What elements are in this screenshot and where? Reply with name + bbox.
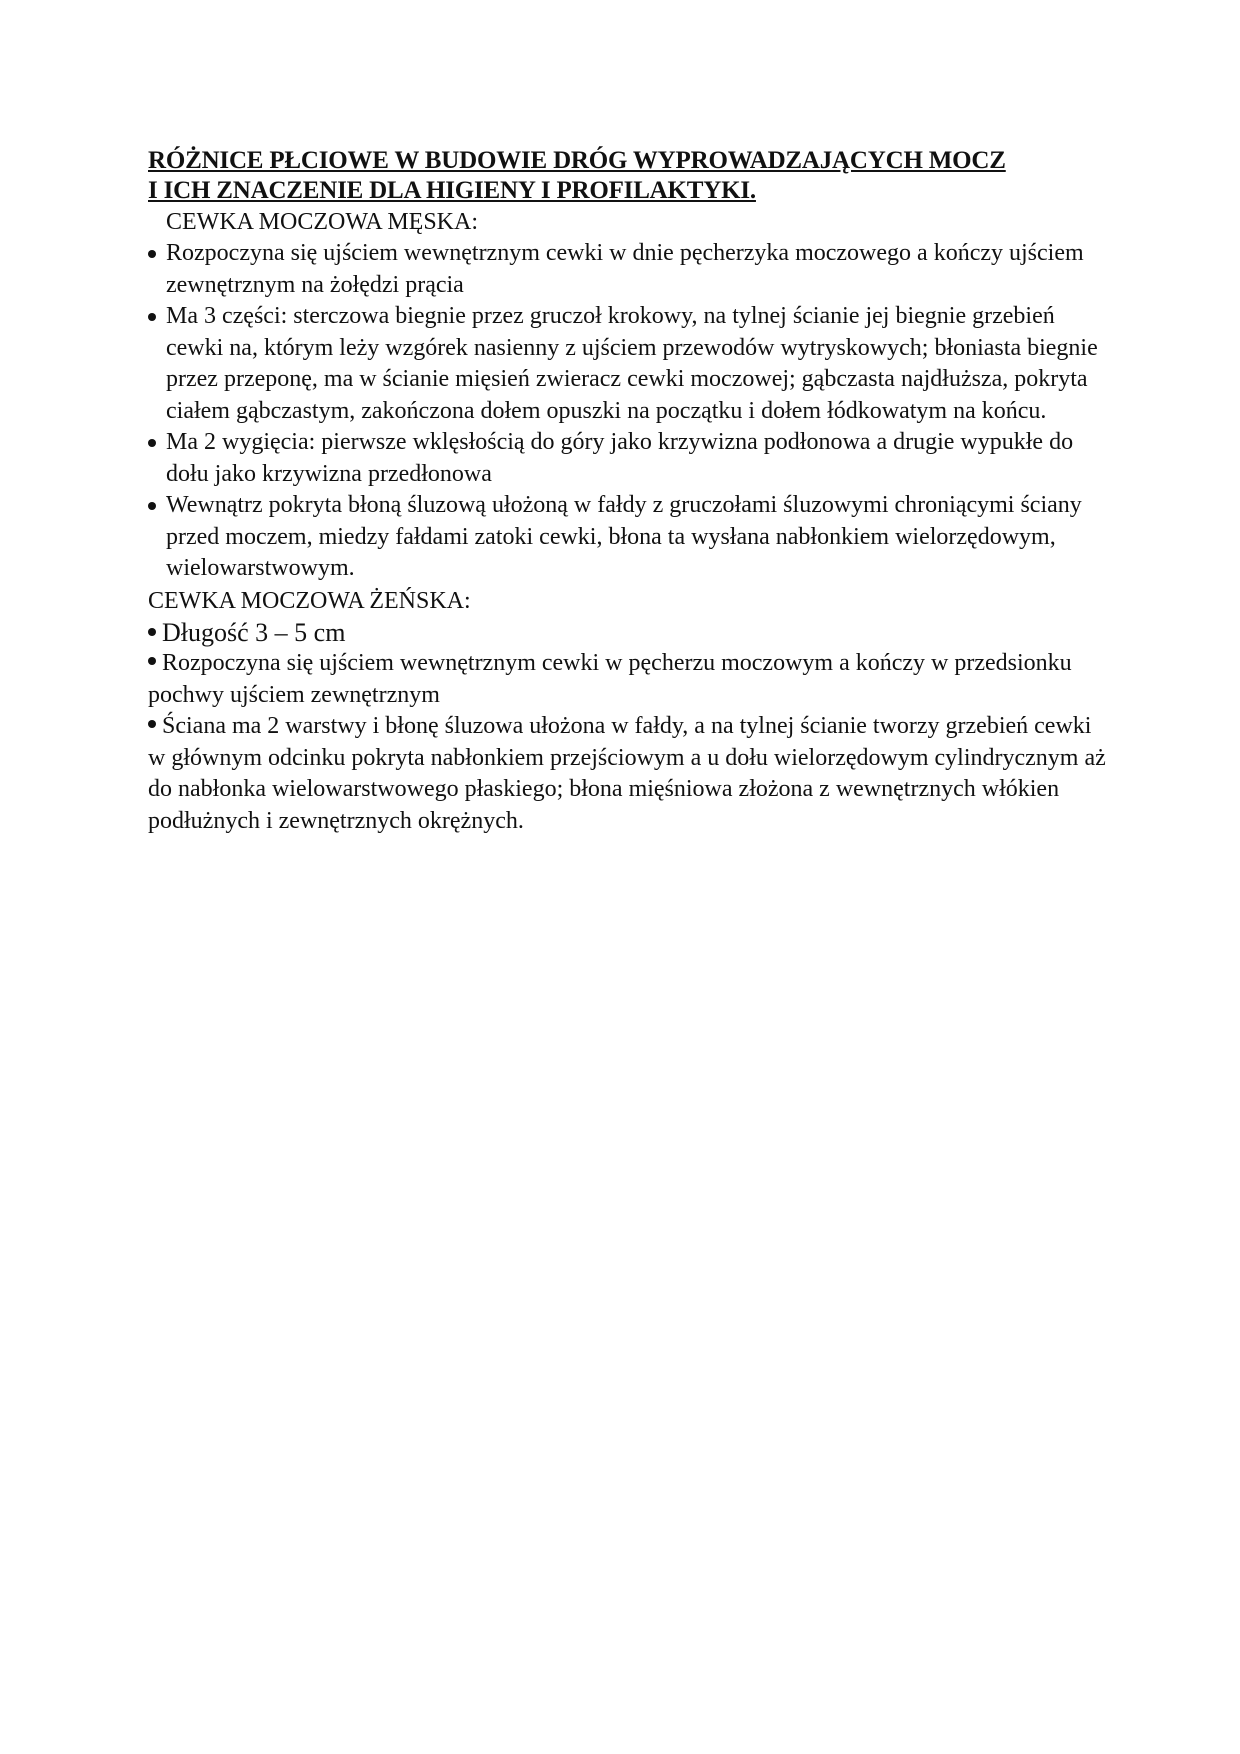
male-list (148, 238, 1108, 585)
bullet-icon (148, 657, 156, 665)
section-heading-male: CEWKA MOCZOWA MĘSKA: (166, 209, 479, 235)
bullet-icon (148, 313, 156, 321)
bullet-icon (148, 502, 156, 510)
list-item (148, 711, 1108, 837)
list-item (148, 301, 1108, 427)
section-heading-female: CEWKA MOCZOWA ŻEŃSKA: (148, 587, 471, 614)
title-line-2: I ICH ZNACZENIE DLA HIGIENY I PROFILAKTYKI. (148, 177, 756, 204)
document-content (148, 146, 1108, 837)
list-item-text: Długość 3 – 5 cm (162, 617, 346, 647)
list-item-text: Rozpoczyna się ujściem wewnętrznym cewki w dnie pęcherzyka moczowego a kończy ujściem zewnętrznym na żołędzi prącia (166, 240, 1084, 298)
bullet-icon (148, 720, 156, 728)
list-item (148, 648, 1108, 711)
bullet-icon (148, 250, 156, 258)
list-item (148, 238, 1108, 301)
bullet-icon (148, 439, 156, 447)
list-item (148, 617, 1108, 649)
list-item-text: Ściana ma 2 warstwy i błonę śluzowa ułożona w fałdy, a na tylnej ścianie tworzy grzebień cewki w głównym odcinku pokryta nabłonkiem przejściowym a u dołu wielorzędowym cylindrycznym aż do nabłonka wielowarstwowego płaskiego; błona mięśniowa złożona z wewnętrznych włókien podłużnych i zewnętrznych okrężnych. (148, 713, 1106, 834)
list-item (148, 427, 1108, 490)
bullet-icon (148, 628, 156, 636)
list-item-text: Ma 2 wygięcia: pierwsze wklęsłością do góry jako krzywizna podłonowa a drugie wypukłe do dołu jako krzywizna przedłonowa (166, 429, 1074, 487)
female-list (148, 617, 1108, 838)
list-item-text: Ma 3 części: sterczowa biegnie przez gruczoł krokowy, na tylnej ścianie jej biegnie grzebień cewki na, którym leży wzgórek nasienny z ujściem przewodów wytryskowych; błoniasta biegnie przez przeponę, ma w ścianie mięsień zwieracz cewki moczowej; gąbczasta najdłuższa, pokryta ciałem gąbczastym, zakończona dołem opuszki na początku i dołem łódkowatym na końcu. (166, 303, 1098, 424)
list-item (148, 490, 1108, 585)
list-item-text: Rozpoczyna się ujściem wewnętrznym cewki w pęcherzu moczowym a kończy w przedsionku pochwy ujściem zewnętrznym (148, 650, 1072, 708)
document-title (148, 146, 1108, 206)
title-line-1: RÓŻNICE PŁCIOWE W BUDOWIE DRÓG WYPROWADZAJĄCYCH MOCZ (148, 147, 1006, 174)
list-item-text: Wewnątrz pokryta błoną śluzową ułożoną w fałdy z gruczołami śluzowymi chroniącymi ściany przed moczem, miedzy fałdami zatoki cewki, błona ta wysłana nabłonkiem wielorzędowym, wielowarstwowym. (166, 492, 1082, 581)
